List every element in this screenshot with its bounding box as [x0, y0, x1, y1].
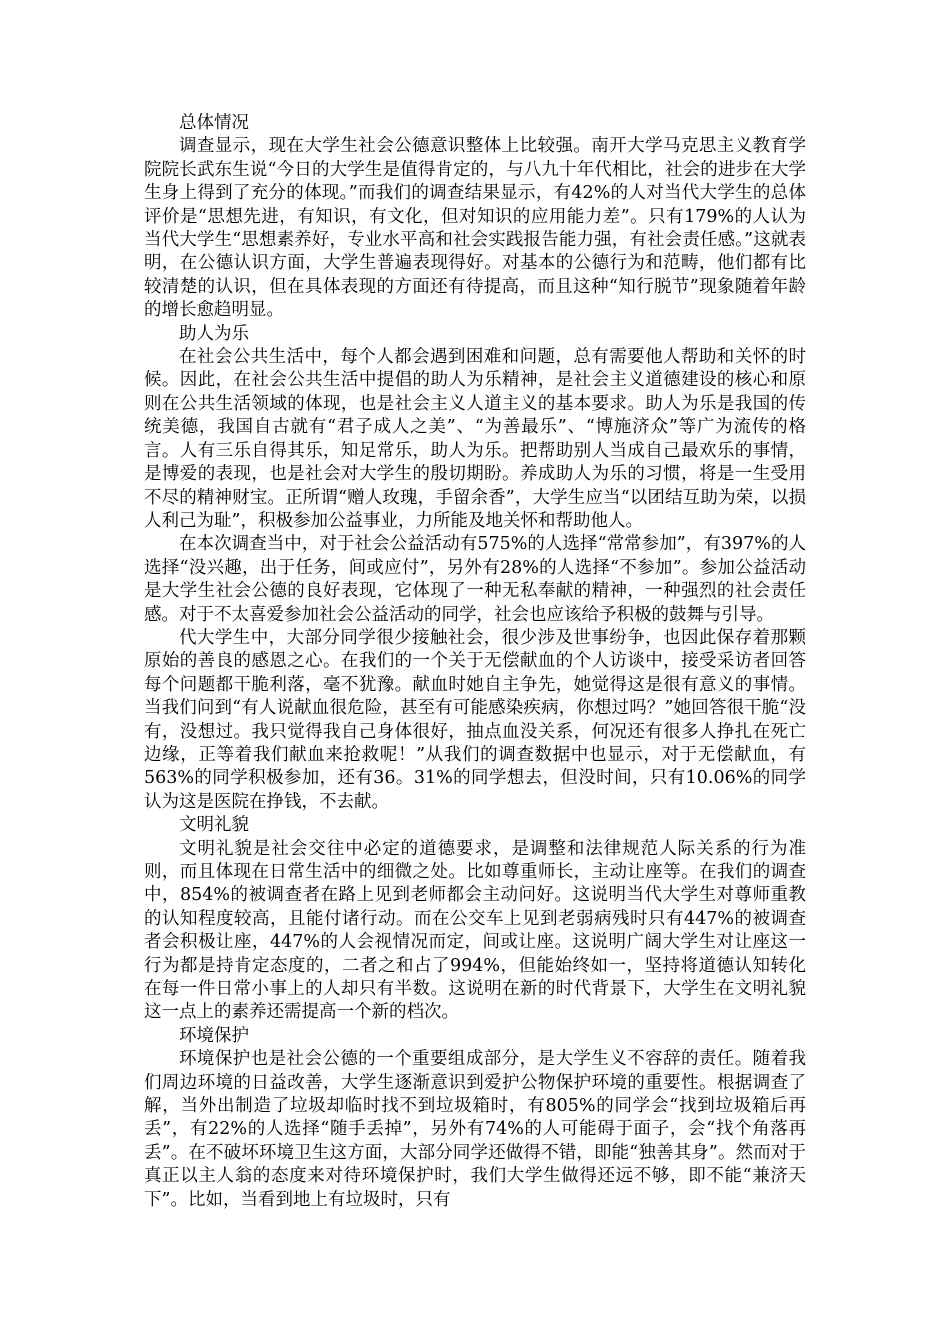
- section-environment: [144, 1025, 806, 1212]
- paragraph: 在本次调查当中，对于社会公益活动有575%的人选择“常常参加”，有397%的人选择“没兴趣，出于任务，间或应付”，另外有28%的人选择“不参加”。参加公益活动是大学生社会公德的良好表现，它体现了一种无私奉献的精神，一种强烈的社会责任感。对于不太喜爱参加社会公益活动的同学，社会也应该给予积极的鼓舞与引导。: [144, 534, 806, 625]
- paragraph: 文明礼貌是社会交往中必定的道德要求，是调整和法律规范人际关系的行为准则，而且体现在日常生活中的细微之处。比如尊重师长，主动让座等。在我们的调查中，854%的被调查者在路上见到老师都会主动问好。这说明当代大学生对尊师重教的认知程度较高，且能付诸行动。而在公交车上见到老弱病残时只有447%的被调查者会积极让座，447%的人会视情况而定，间或让座。这说明广阔大学生对让座这一行为都是持肯定态度的，二者之和占了994%，但能始终如一，坚持将道德认知转化在每一件日常小事上的人却只有半数。这说明在新的时代背景下，大学生在文明礼貌这一点上的素养还需提高一个新的档次。: [144, 838, 806, 1023]
- document-body: [144, 112, 806, 1212]
- paragraph: 调查显示，现在大学生社会公德意识整体上比较强。南开大学马克思主义教育学院院长武东生说“今日的大学生是值得肯定的，与八九十年代相比，社会的进步在大学生身上得到了充分的体现。”而我们的调查结果显示，有42%的人对当代大学生的总体评价是“思想先进，有知识，有文化，但对知识的应用能力差”。只有179%的人认为当代大学生“思想素养好，专业水平高和社会实践报告能力强，有社会责任感。”这就表明，在公德认识方面，大学生普遍表现得好。对基本的公德行为和范畴，他们都有比较清楚的认识，但在具体表现的方面还有待提高，而且这种“知行脱节”现象随着年龄的增长愈趋明显。: [144, 136, 806, 321]
- section-heading: 总体情况: [179, 113, 249, 133]
- section-heading: 文明礼貌: [179, 815, 249, 836]
- paragraph: 在社会公共生活中，每个人都会遇到困难和问题，总有需要他人帮助和关怀的时候。因此，在社会公共生活中提倡的助人为乐精神，是社会主义道德建设的核心和原则在公共生活领域的体现，也是社会主义人道主义的基本要求。助人为乐是我国的传统美德，我国自古就有“君子成人之美”、“为善最乐”、“博施济众”等广为流传的格言。人有三乐自得其乐，知足常乐，助人为乐。把帮助别人当成自己最欢乐的事情，是博爱的表现，也是社会对大学生的殷切期盼。养成助人为乐的习惯，将是一生受用不尽的精神财宝。正所谓“赠人玫瑰，手留余香”，大学生应当“以团结互助为荣，以损人利己为耻”，积极参加公益事业，力所能及地关怀和帮助他人。: [144, 347, 806, 531]
- section-helping-others: [144, 323, 806, 815]
- section-civility: [144, 814, 806, 1025]
- paragraph: 代大学生中，大部分同学很少接触社会，很少涉及世事纷争，也因此保存着那颗原始的善良的感恩之心。在我们的一个关于无偿献血的个人访谈中，接受采访者回答每个问题都干脆利落，毫不犹豫。献血时她自主争先，她觉得这是很有意义的事情。当我们问到“有人说献血很危险，甚至有可能感染疾病，你想过吗？”她回答很干脆“没有，没想过。我只觉得我自己身体很好，抽点血没关系，何况还有很多人挣扎在死亡边缘，正等着我们献血来抢救呢！”从我们的调查数据中也显示，对于无偿献血，有563%的同学积极参加，还有36。31%的同学想去，但没时间，只有10.06%的同学认为这是医院在挣钱，不去献。: [144, 627, 806, 812]
- paragraph: 环境保护也是社会公德的一个重要组成部分，是大学生义不容辞的责任。随着我们周边环境的日益改善，大学生逐渐意识到爱护公物保护环境的重要性。根据调查了解，当外出制造了垃圾却临时找不到垃圾箱时，有805%的同学会“找到垃圾箱后再丢”，有22%的人选择“随手丢掉”，另外有74%的人可能碍于面子，会“找个角落再丢”。在不破坏环境卫生这方面，大部分同学还做得不错，即能“独善其身”。然而对于真正以主人翁的态度来对待环境保护时，我们大学生做得还远不够，即不能“兼济天下”。比如，当看到地上有垃圾时，只有: [144, 1049, 806, 1210]
- section-heading: 助人为乐: [179, 323, 249, 344]
- section-heading: 环境保护: [179, 1025, 249, 1046]
- section-overall: [144, 112, 806, 323]
